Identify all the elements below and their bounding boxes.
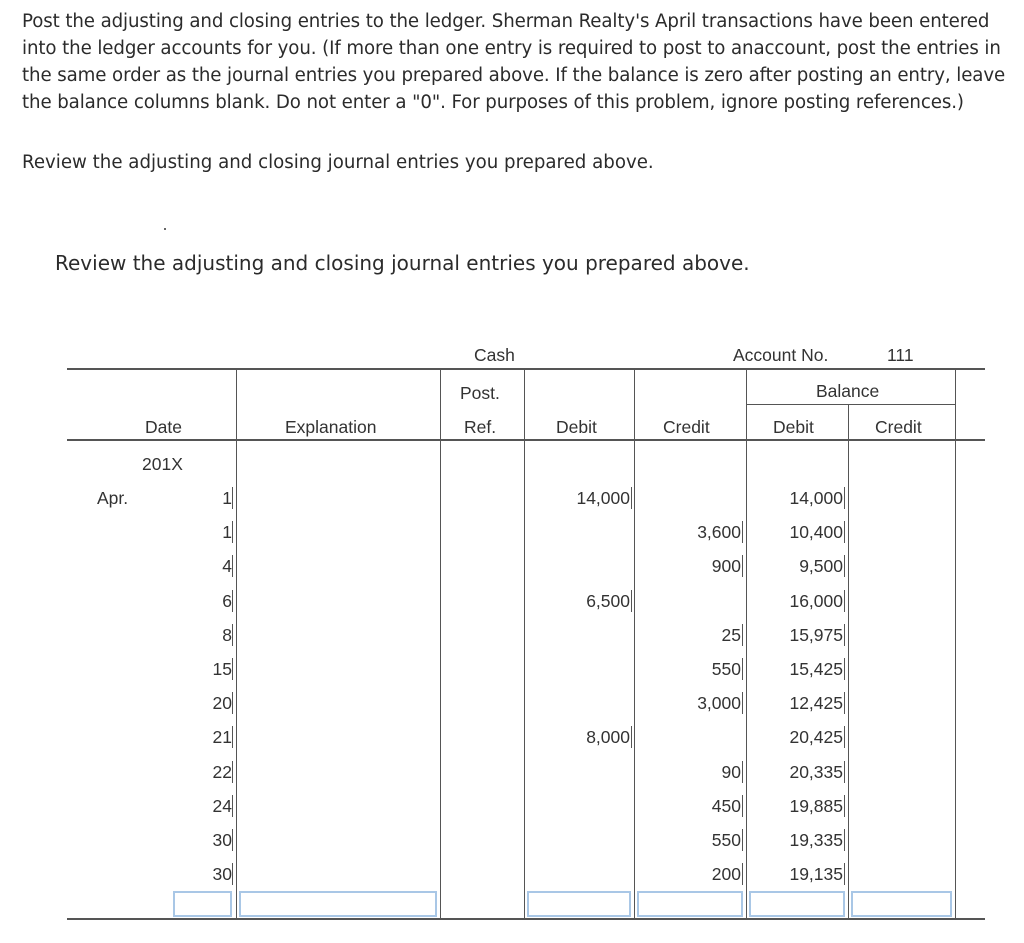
cell-border [742,863,743,885]
ledger-top-rule [67,368,985,370]
entry-credit: 3,600 [697,522,741,542]
account-number: 111 [887,345,914,365]
month-label: Apr. [97,488,129,508]
entry-balance-debit-input[interactable] [749,891,845,917]
cell-border [232,726,233,748]
cell-border [844,555,845,577]
entry-credit: 550 [711,830,741,850]
cell-border [232,487,233,509]
cell-border [844,487,845,509]
entry-day: 4 [222,556,232,576]
entry-balance-debit: 9,500 [799,556,843,576]
entry-day: 8 [222,625,232,645]
entry-balance-debit: 10,400 [789,522,843,542]
cell-border [631,590,632,612]
entry-balance-debit: 12,425 [789,693,843,713]
cell-border [631,726,632,748]
cell-border [844,658,845,680]
ref-header: Ref. [464,417,497,437]
debit-header: Debit [556,417,597,437]
entry-credit: 200 [711,864,741,884]
balance-header-rule [747,404,956,405]
entry-day: 6 [222,591,232,611]
entry-balance-debit: 20,425 [789,727,843,747]
balance-credit-header: Credit [875,417,922,437]
entry-date-input[interactable] [173,891,232,917]
cell-border [232,555,233,577]
entry-day: 24 [212,796,232,816]
cell-border [232,795,233,817]
entry-balance-debit: 16,000 [789,591,843,611]
cell-border [232,829,233,851]
cell-border [232,863,233,885]
cell-border [232,624,233,646]
entry-day: 21 [212,727,232,747]
cell-border [742,795,743,817]
cell-border [742,829,743,851]
entry-balance-debit: 19,335 [789,830,843,850]
entry-balance-debit: 19,885 [789,796,843,816]
cell-border [742,692,743,714]
cell-border [844,590,845,612]
review-instruction-secondary: Review the adjusting and closing journal entries you prepared above. [55,251,750,275]
entry-balance-debit: 20,335 [789,762,843,782]
entry-day: 15 [212,659,232,679]
entry-debit: 8,000 [586,727,630,747]
cell-border [742,761,743,783]
entry-credit: 25 [721,625,741,645]
review-instruction: Review the adjusting and closing journal entries you prepared above. [22,152,654,173]
entry-day: 30 [212,864,232,884]
balance-header: Balance [816,381,880,401]
entry-credit: 550 [711,659,741,679]
entry-credit: 3,000 [697,693,741,713]
entry-balance-debit: 14,000 [789,488,843,508]
entry-balance-debit: 19,135 [789,864,843,884]
entry-debit: 6,500 [586,591,630,611]
entry-day: 1 [222,522,232,542]
entry-balance-debit: 15,975 [789,625,843,645]
entry-credit: 900 [711,556,741,576]
entry-balance-credit-input[interactable] [851,891,952,917]
cell-border [232,761,233,783]
account-name: Cash [474,345,515,365]
balance-debit-header: Debit [773,417,814,437]
entry-debit: 14,000 [576,488,630,508]
post-header: Post. [460,383,500,403]
entry-credit: 450 [711,796,741,816]
cell-border [844,795,845,817]
cell-border [742,521,743,543]
entry-balance-debit: 15,425 [789,659,843,679]
cell-border [232,658,233,680]
entry-day: 1 [222,488,232,508]
cell-border [742,624,743,646]
cell-border [232,692,233,714]
cell-border [742,555,743,577]
cell-border [844,521,845,543]
cell-border [631,487,632,509]
entry-credit: 90 [721,762,741,782]
credit-header: Credit [663,417,710,437]
entry-debit-input[interactable] [527,891,631,917]
cell-border [232,590,233,612]
cell-border [844,726,845,748]
account-no-label: Account No. [733,345,829,365]
year-label: 201X [142,454,183,474]
cell-border [844,761,845,783]
entry-explanation-input[interactable] [239,891,437,917]
cell-border [232,521,233,543]
explanation-header: Explanation [285,417,377,437]
date-header: Date [145,417,182,437]
cell-border [844,829,845,851]
cell-border [844,624,845,646]
cell-border [742,658,743,680]
entry-day: 22 [212,762,232,782]
instructions-paragraph: Post the adjusting and closing entries to the ledger. Sherman Realty's April transactions have been entered into the ledger accounts for you. (If more than one entry is required to post to anaccount, post the entries in the same order as the journal entries you prepared above. If the balance is zero after posting an entry, leave the balance columns blank. Do not enter a "0". For purposes of this problem, ignore posting references.) [22,11,1006,113]
entry-credit-input[interactable] [637,891,743,917]
cell-border [844,863,845,885]
entry-day: 20 [212,693,232,713]
entry-day: 30 [212,830,232,850]
cell-border [844,692,845,714]
